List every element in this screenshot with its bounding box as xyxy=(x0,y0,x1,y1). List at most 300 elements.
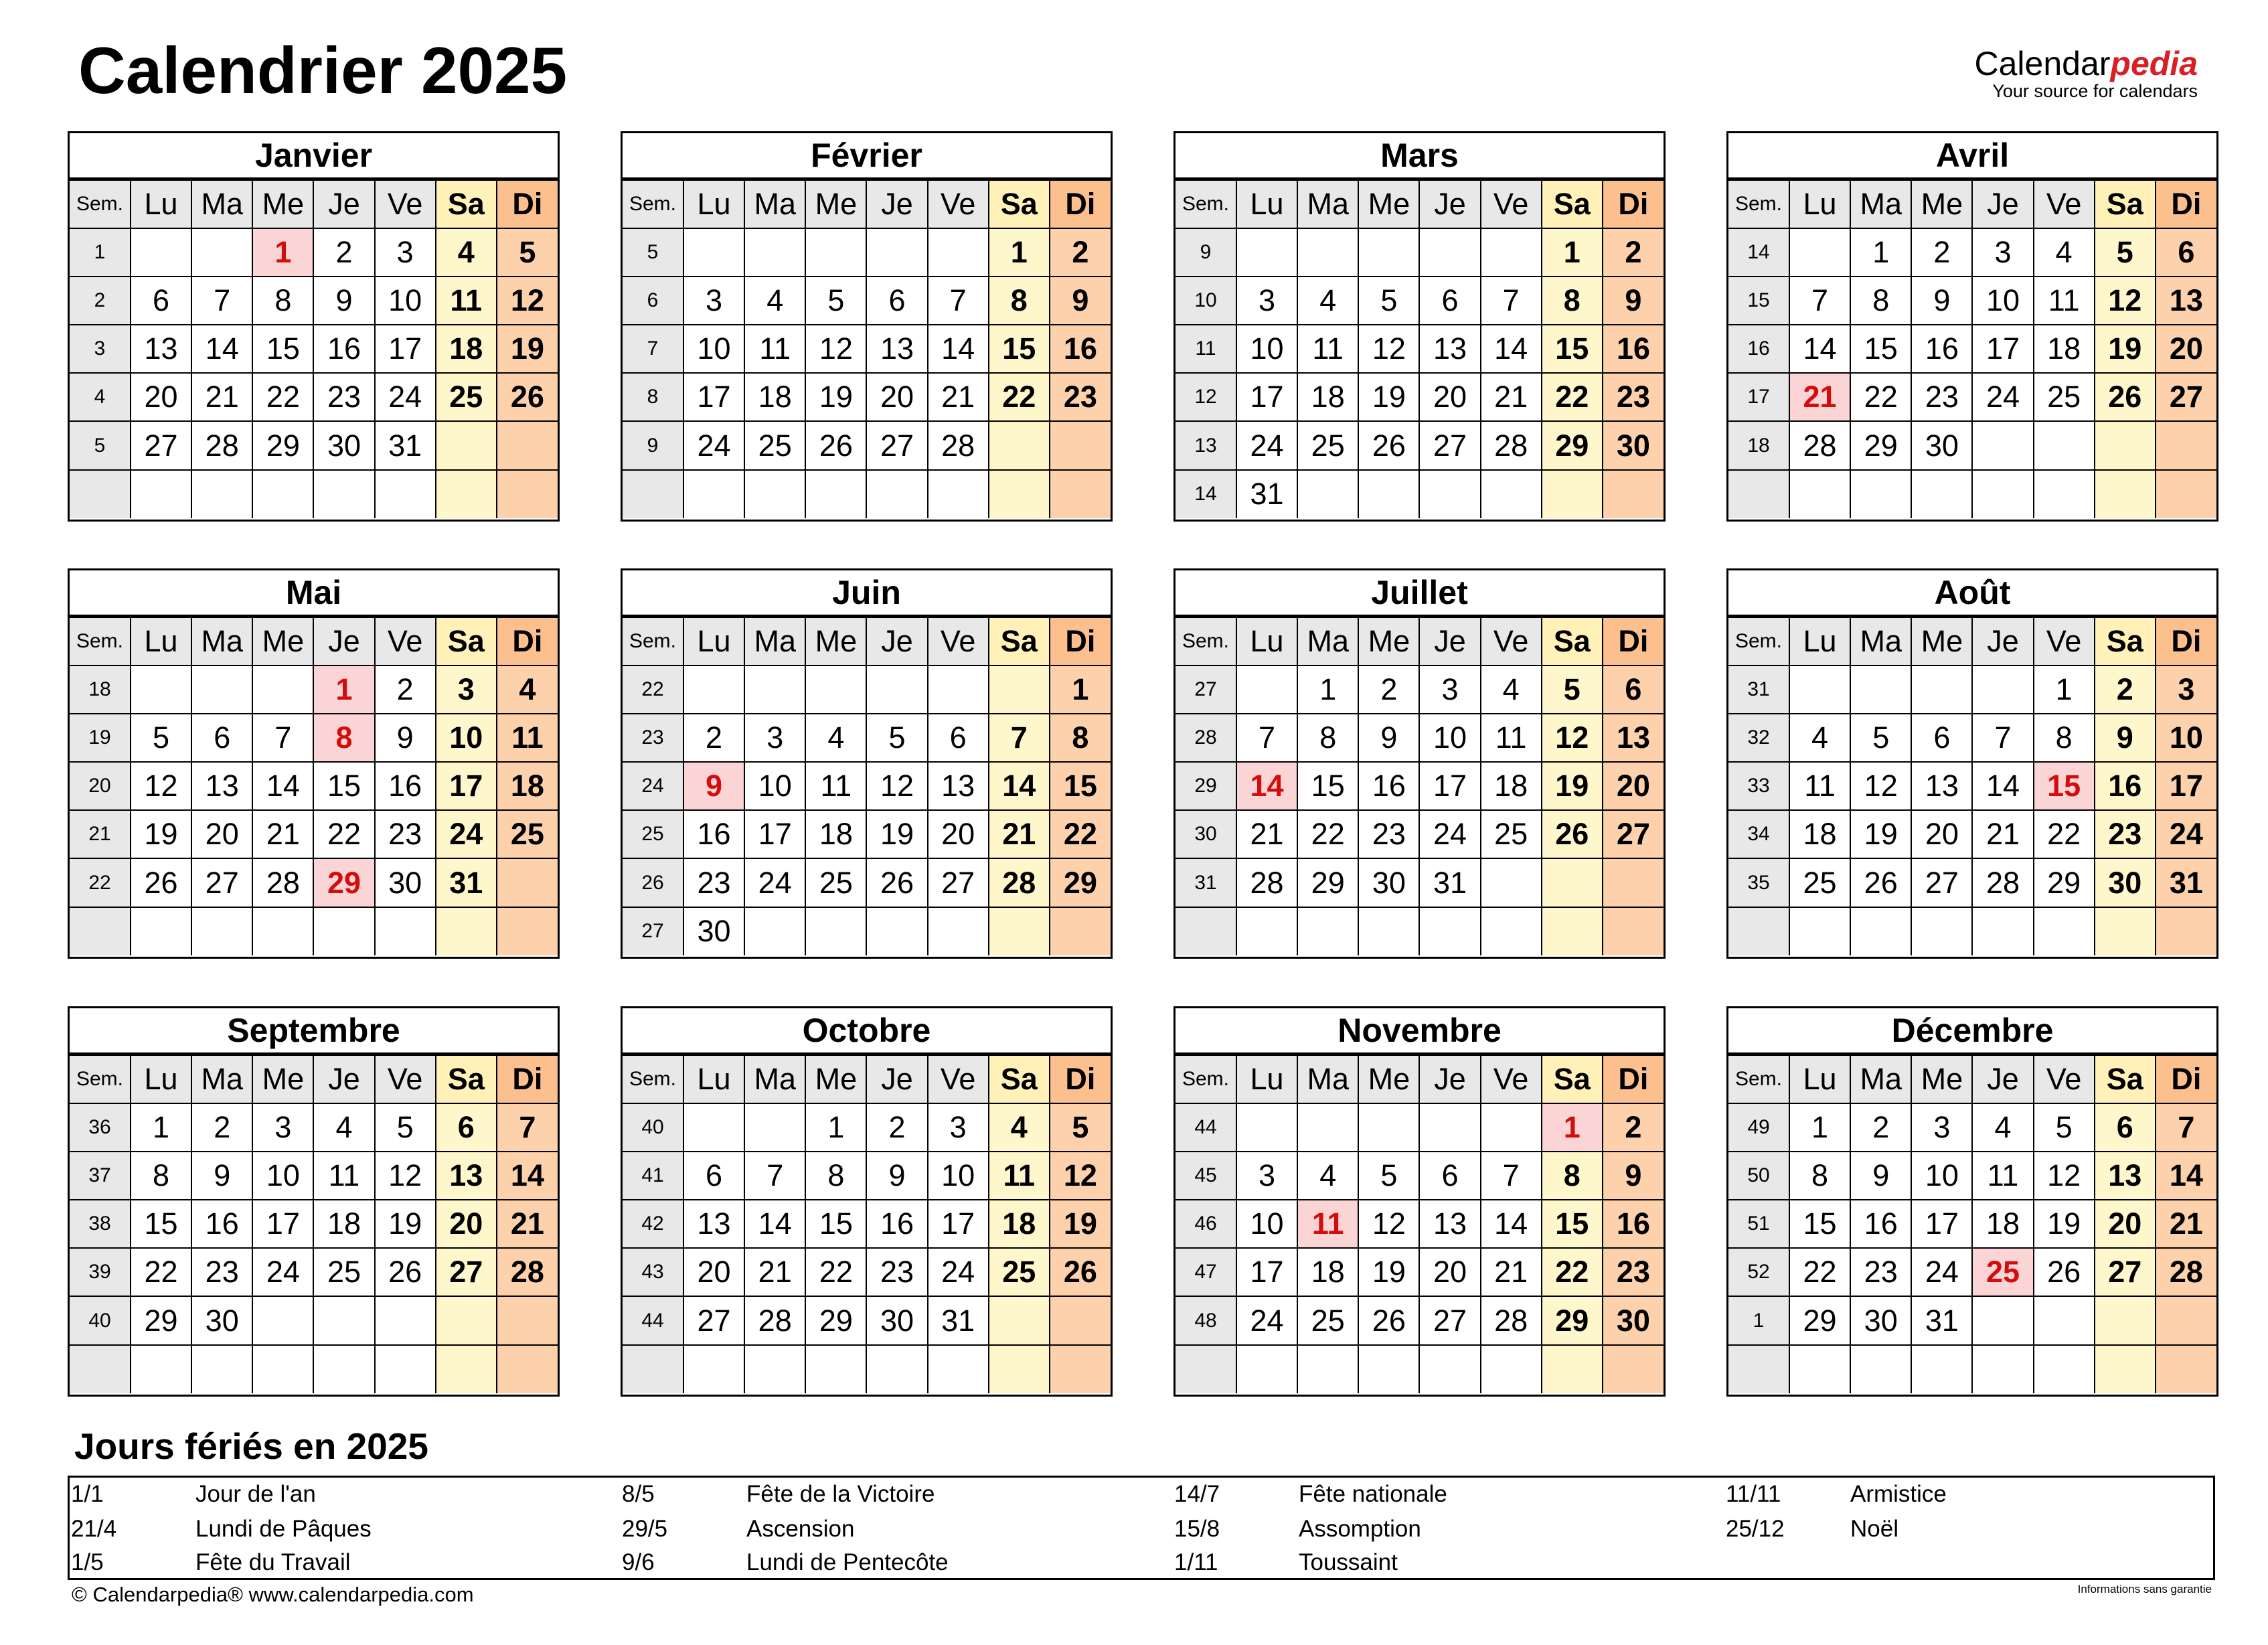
week-row xyxy=(1176,1103,1664,1152)
day-cell: 17 xyxy=(1236,373,1297,421)
day-cell: 18 xyxy=(436,325,497,373)
day-cell: 16 xyxy=(191,1200,252,1248)
day-cell: 5 xyxy=(1358,1152,1419,1200)
empty-day-cell xyxy=(928,228,989,277)
day-cell: 7 xyxy=(744,1152,805,1200)
weekday-header: Ma xyxy=(744,617,805,665)
weekday-header: Ma xyxy=(744,180,805,228)
week-row xyxy=(70,1152,558,1200)
week-number: 46 xyxy=(1176,1200,1236,1248)
weekday-header: Sa xyxy=(1542,617,1603,665)
week-number: 9 xyxy=(623,421,683,469)
week-row xyxy=(623,1103,1111,1152)
day-cell: 23 xyxy=(1603,373,1664,421)
empty-day-cell xyxy=(1419,907,1480,955)
week-number xyxy=(623,470,683,518)
weekday-header: Je xyxy=(313,1055,374,1103)
day-cell: 12 xyxy=(1050,1152,1111,1200)
day-cell: 31 xyxy=(375,421,436,469)
week-number-header: Sem. xyxy=(1176,180,1236,228)
week-number: 39 xyxy=(70,1248,131,1296)
day-cell: 24 xyxy=(928,1248,989,1296)
empty-day-cell xyxy=(1297,1103,1358,1152)
day-cell: 5 xyxy=(2034,1103,2095,1152)
day-cell: 14 xyxy=(1789,325,1850,373)
day-cell: 31 xyxy=(2156,858,2216,907)
empty-day-cell xyxy=(1297,228,1358,277)
day-cell: 15 xyxy=(252,325,313,373)
empty-day-cell xyxy=(1972,907,2033,955)
holiday-date: 1/11 xyxy=(1174,1549,1218,1575)
week-row xyxy=(70,858,558,907)
month-juin xyxy=(621,568,1113,959)
day-cell: 4 xyxy=(1297,277,1358,325)
day-cell: 9 xyxy=(1911,277,1972,325)
week-row xyxy=(1728,1345,2216,1393)
empty-day-cell xyxy=(313,470,374,518)
day-cell: 26 xyxy=(1850,858,1911,907)
weekday-header: Di xyxy=(2156,180,2216,228)
day-cell: 6 xyxy=(683,1152,744,1200)
day-cell: 2 xyxy=(1358,665,1419,714)
day-cell: 5 xyxy=(866,714,927,762)
day-cell: 26 xyxy=(375,1248,436,1296)
weekday-header: Ve xyxy=(375,180,436,228)
day-cell: 14 xyxy=(497,1152,558,1200)
weekday-header: Lu xyxy=(1236,180,1297,228)
day-cell: 2 xyxy=(375,665,436,714)
day-cell: 24 xyxy=(744,858,805,907)
day-cell: 6 xyxy=(1419,1152,1480,1200)
day-cell: 18 xyxy=(1481,762,1542,810)
day-cell: 16 xyxy=(1358,762,1419,810)
weekday-header-row xyxy=(1176,617,1664,665)
empty-day-cell xyxy=(1603,470,1664,518)
day-cell: 5 xyxy=(1542,665,1603,714)
weekday-header: Me xyxy=(805,1055,866,1103)
day-cell: 22 xyxy=(1850,373,1911,421)
empty-day-cell xyxy=(2095,907,2156,955)
week-row xyxy=(1176,858,1664,907)
empty-day-cell xyxy=(131,665,191,714)
empty-day-cell xyxy=(1236,228,1297,277)
week-row xyxy=(1728,907,2216,955)
month-table xyxy=(623,1054,1111,1393)
brand-name-accent: pedia xyxy=(2110,45,2198,82)
day-cell: 2 xyxy=(191,1103,252,1152)
day-cell: 10 xyxy=(2156,714,2216,762)
day-cell: 24 xyxy=(683,421,744,469)
week-row xyxy=(623,325,1111,373)
week-number: 30 xyxy=(1176,810,1236,858)
weekday-header: Je xyxy=(1419,1055,1480,1103)
week-number xyxy=(1728,1345,1789,1393)
day-cell: 25 xyxy=(497,810,558,858)
week-row xyxy=(1728,1152,2216,1200)
day-cell: 16 xyxy=(2095,762,2156,810)
weekday-header: Di xyxy=(2156,1055,2216,1103)
empty-day-cell xyxy=(2156,907,2216,955)
day-cell: 28 xyxy=(1236,858,1297,907)
day-cell: 11 xyxy=(2034,277,2095,325)
day-cell: 21 xyxy=(1972,810,2033,858)
day-cell: 25 xyxy=(436,373,497,421)
week-row xyxy=(70,1200,558,1248)
week-number: 5 xyxy=(70,421,131,469)
empty-day-cell xyxy=(497,858,558,907)
week-row xyxy=(1176,228,1664,277)
day-cell: 18 xyxy=(497,762,558,810)
day-cell: 18 xyxy=(989,1200,1050,1248)
brand-logo[interactable] xyxy=(1975,47,2198,102)
month-octobre xyxy=(621,1006,1113,1397)
month-juillet xyxy=(1173,568,1666,959)
empty-day-cell xyxy=(497,421,558,469)
day-cell: 19 xyxy=(1850,810,1911,858)
week-row xyxy=(70,277,558,325)
weekday-header: Ve xyxy=(375,1055,436,1103)
empty-day-cell xyxy=(1297,907,1358,955)
day-cell: 18 xyxy=(744,373,805,421)
empty-day-cell xyxy=(744,228,805,277)
day-cell: 9 xyxy=(1850,1152,1911,1200)
week-number: 11 xyxy=(1176,325,1236,373)
day-cell: 25 xyxy=(744,421,805,469)
week-number: 8 xyxy=(623,373,683,421)
day-cell: 28 xyxy=(1481,1296,1542,1344)
day-cell: 30 xyxy=(2095,858,2156,907)
week-number xyxy=(70,470,131,518)
empty-day-cell xyxy=(2095,421,2156,469)
week-row xyxy=(623,373,1111,421)
day-cell: 8 xyxy=(1297,714,1358,762)
day-cell: 29 xyxy=(805,1296,866,1344)
empty-day-cell xyxy=(1358,470,1419,518)
holiday-day-cell: 11 xyxy=(1297,1200,1358,1248)
empty-day-cell xyxy=(1603,858,1664,907)
week-row xyxy=(623,1248,1111,1296)
day-cell: 3 xyxy=(1419,665,1480,714)
day-cell: 16 xyxy=(313,325,374,373)
holiday-name: Fête de la Victoire xyxy=(746,1481,935,1507)
day-cell: 25 xyxy=(2034,373,2095,421)
week-row xyxy=(623,810,1111,858)
weekday-header: Je xyxy=(866,1055,927,1103)
day-cell: 20 xyxy=(436,1200,497,1248)
day-cell: 10 xyxy=(683,325,744,373)
week-number: 13 xyxy=(1176,421,1236,469)
weekday-header: Lu xyxy=(131,180,191,228)
week-number: 28 xyxy=(1176,714,1236,762)
day-cell: 3 xyxy=(744,714,805,762)
empty-day-cell xyxy=(805,228,866,277)
empty-day-cell xyxy=(866,228,927,277)
week-number: 44 xyxy=(623,1296,683,1344)
empty-day-cell xyxy=(683,1345,744,1393)
day-cell: 16 xyxy=(1050,325,1111,373)
empty-day-cell xyxy=(1789,665,1850,714)
day-cell: 23 xyxy=(375,810,436,858)
week-row xyxy=(70,228,558,277)
day-cell: 29 xyxy=(1850,421,1911,469)
day-cell: 10 xyxy=(1911,1152,1972,1200)
month-avril xyxy=(1726,131,2218,522)
day-cell: 4 xyxy=(497,665,558,714)
weekday-header: Lu xyxy=(1789,617,1850,665)
holiday-date: 1/5 xyxy=(71,1549,104,1575)
day-cell: 1 xyxy=(989,228,1050,277)
day-cell: 23 xyxy=(1603,1248,1664,1296)
day-cell: 17 xyxy=(1419,762,1480,810)
day-cell: 5 xyxy=(497,228,558,277)
weekday-header: Je xyxy=(1972,1055,2033,1103)
empty-day-cell xyxy=(805,1345,866,1393)
empty-day-cell xyxy=(1297,1345,1358,1393)
day-cell: 26 xyxy=(1542,810,1603,858)
day-cell: 2 xyxy=(1050,228,1111,277)
day-cell: 17 xyxy=(1236,1248,1297,1296)
day-cell: 12 xyxy=(375,1152,436,1200)
day-cell: 22 xyxy=(1050,810,1111,858)
day-cell: 19 xyxy=(1050,1200,1111,1248)
day-cell: 4 xyxy=(989,1103,1050,1152)
day-cell: 20 xyxy=(928,810,989,858)
week-number: 18 xyxy=(70,665,131,714)
day-cell: 22 xyxy=(989,373,1050,421)
day-cell: 31 xyxy=(1236,470,1297,518)
week-number xyxy=(1176,1345,1236,1393)
day-cell: 28 xyxy=(928,421,989,469)
day-cell: 29 xyxy=(1050,858,1111,907)
week-number: 44 xyxy=(1176,1103,1236,1152)
day-cell: 29 xyxy=(1297,858,1358,907)
week-number: 40 xyxy=(623,1103,683,1152)
empty-day-cell xyxy=(1542,1345,1603,1393)
day-cell: 17 xyxy=(928,1200,989,1248)
weekday-header: Lu xyxy=(1236,617,1297,665)
weekday-header: Me xyxy=(252,617,313,665)
day-cell: 20 xyxy=(1911,810,1972,858)
day-cell: 9 xyxy=(866,1152,927,1200)
week-row xyxy=(623,228,1111,277)
day-cell: 14 xyxy=(744,1200,805,1248)
weekday-header: Lu xyxy=(1789,1055,1850,1103)
empty-day-cell xyxy=(375,470,436,518)
empty-day-cell xyxy=(252,907,313,955)
day-cell: 21 xyxy=(252,810,313,858)
day-cell: 22 xyxy=(1789,1248,1850,1296)
day-cell: 13 xyxy=(1911,762,1972,810)
weekday-header-row xyxy=(623,180,1111,228)
empty-day-cell xyxy=(805,470,866,518)
weekday-header-row xyxy=(1728,617,2216,665)
holiday-name: Ascension xyxy=(746,1516,855,1542)
day-cell: 3 xyxy=(1236,277,1297,325)
day-cell: 25 xyxy=(989,1248,1050,1296)
week-number: 24 xyxy=(623,762,683,810)
day-cell: 4 xyxy=(1481,665,1542,714)
week-number: 38 xyxy=(70,1200,131,1248)
day-cell: 9 xyxy=(375,714,436,762)
weekday-header: Lu xyxy=(683,1055,744,1103)
week-number: 20 xyxy=(70,762,131,810)
weekday-header: Ve xyxy=(2034,1055,2095,1103)
week-number: 27 xyxy=(1176,665,1236,714)
week-number: 2 xyxy=(70,277,131,325)
day-cell: 11 xyxy=(989,1152,1050,1200)
day-cell: 16 xyxy=(375,762,436,810)
day-cell: 27 xyxy=(683,1296,744,1344)
empty-day-cell xyxy=(1050,907,1111,955)
empty-day-cell xyxy=(744,470,805,518)
week-row xyxy=(70,714,558,762)
day-cell: 22 xyxy=(252,373,313,421)
week-number: 1 xyxy=(70,228,131,277)
day-cell: 15 xyxy=(1542,1200,1603,1248)
empty-day-cell xyxy=(313,1296,374,1344)
month-table xyxy=(1176,179,1664,518)
day-cell: 27 xyxy=(2156,373,2216,421)
weekday-header: Di xyxy=(1050,180,1111,228)
day-cell: 27 xyxy=(131,421,191,469)
holiday-day-cell: 21 xyxy=(1789,373,1850,421)
day-cell: 7 xyxy=(2156,1103,2216,1152)
weekday-header: Sa xyxy=(989,1055,1050,1103)
day-cell: 23 xyxy=(191,1248,252,1296)
day-cell: 1 xyxy=(805,1103,866,1152)
empty-day-cell xyxy=(1850,1345,1911,1393)
empty-day-cell xyxy=(1911,1345,1972,1393)
day-cell: 21 xyxy=(497,1200,558,1248)
day-cell: 16 xyxy=(1850,1200,1911,1248)
week-number: 22 xyxy=(70,858,131,907)
page-title: Calendrier 2025 xyxy=(78,33,567,107)
week-number-header: Sem. xyxy=(70,180,131,228)
weekday-header: Di xyxy=(1603,180,1664,228)
week-number: 45 xyxy=(1176,1152,1236,1200)
day-cell: 11 xyxy=(805,762,866,810)
week-number: 48 xyxy=(1176,1296,1236,1344)
week-row xyxy=(70,1248,558,1296)
weekday-header: Sa xyxy=(2095,1055,2156,1103)
holiday-name: Toussaint xyxy=(1299,1549,1398,1575)
day-cell: 24 xyxy=(1236,421,1297,469)
day-cell: 18 xyxy=(1789,810,1850,858)
day-cell: 23 xyxy=(1358,810,1419,858)
day-cell: 4 xyxy=(1297,1152,1358,1200)
weekday-header: Me xyxy=(1911,1055,1972,1103)
day-cell: 10 xyxy=(1972,277,2033,325)
day-cell: 14 xyxy=(1481,325,1542,373)
day-cell: 12 xyxy=(1542,714,1603,762)
week-row xyxy=(1728,665,2216,714)
weekday-header: Di xyxy=(497,180,558,228)
day-cell: 10 xyxy=(744,762,805,810)
day-cell: 6 xyxy=(2095,1103,2156,1152)
day-cell: 2 xyxy=(1850,1103,1911,1152)
day-cell: 6 xyxy=(191,714,252,762)
empty-day-cell xyxy=(1050,421,1111,469)
day-cell: 19 xyxy=(131,810,191,858)
day-cell: 10 xyxy=(1236,1200,1297,1248)
empty-day-cell xyxy=(805,665,866,714)
day-cell: 3 xyxy=(928,1103,989,1152)
empty-day-cell xyxy=(2156,1296,2216,1344)
day-cell: 13 xyxy=(866,325,927,373)
weekday-header: Je xyxy=(313,180,374,228)
week-number: 41 xyxy=(623,1152,683,1200)
day-cell: 14 xyxy=(252,762,313,810)
day-cell: 9 xyxy=(1603,1152,1664,1200)
day-cell: 26 xyxy=(2095,373,2156,421)
day-cell: 8 xyxy=(1050,714,1111,762)
empty-day-cell xyxy=(2095,470,2156,518)
day-cell: 9 xyxy=(1358,714,1419,762)
week-number: 49 xyxy=(1728,1103,1789,1152)
week-number-header: Sem. xyxy=(1176,617,1236,665)
day-cell: 11 xyxy=(1789,762,1850,810)
day-cell: 28 xyxy=(252,858,313,907)
holiday-name: Fête nationale xyxy=(1299,1481,1447,1507)
week-number: 25 xyxy=(623,810,683,858)
weekday-header: Je xyxy=(1972,617,2033,665)
day-cell: 13 xyxy=(2095,1152,2156,1200)
empty-day-cell xyxy=(1972,665,2033,714)
empty-day-cell xyxy=(436,907,497,955)
day-cell: 30 xyxy=(866,1296,927,1344)
weekday-header: Ve xyxy=(2034,617,2095,665)
empty-day-cell xyxy=(1050,470,1111,518)
holiday-date: 9/6 xyxy=(622,1549,655,1575)
day-cell: 21 xyxy=(1481,373,1542,421)
empty-day-cell xyxy=(1789,470,1850,518)
week-row xyxy=(623,277,1111,325)
weekday-header: Ve xyxy=(928,180,989,228)
day-cell: 26 xyxy=(805,421,866,469)
day-cell: 29 xyxy=(1542,1296,1603,1344)
day-cell: 13 xyxy=(1419,1200,1480,1248)
empty-day-cell xyxy=(1481,1103,1542,1152)
weekday-header: Sa xyxy=(1542,180,1603,228)
weekday-header-row xyxy=(1176,180,1664,228)
day-cell: 14 xyxy=(989,762,1050,810)
day-cell: 16 xyxy=(1603,1200,1664,1248)
empty-day-cell xyxy=(1911,470,1972,518)
day-cell: 17 xyxy=(1972,325,2033,373)
day-cell: 24 xyxy=(2156,810,2216,858)
day-cell: 28 xyxy=(1789,421,1850,469)
weekday-header: Di xyxy=(2156,617,2216,665)
day-cell: 1 xyxy=(2034,665,2095,714)
weekday-header: Me xyxy=(252,180,313,228)
day-cell: 7 xyxy=(928,277,989,325)
weekday-header: Lu xyxy=(683,180,744,228)
week-row xyxy=(623,1152,1111,1200)
week-number-header: Sem. xyxy=(623,617,683,665)
weekday-header: Me xyxy=(1358,1055,1419,1103)
empty-day-cell xyxy=(1603,1345,1664,1393)
brand-name xyxy=(1975,47,2198,80)
month-mars xyxy=(1173,131,1666,522)
week-number: 16 xyxy=(1728,325,1789,373)
month-title: Novembre xyxy=(1176,1008,1664,1054)
month-fevrier xyxy=(621,131,1113,522)
day-cell: 6 xyxy=(131,277,191,325)
empty-day-cell xyxy=(1358,1103,1419,1152)
day-cell: 4 xyxy=(313,1103,374,1152)
empty-day-cell xyxy=(744,1345,805,1393)
empty-day-cell xyxy=(1236,665,1297,714)
